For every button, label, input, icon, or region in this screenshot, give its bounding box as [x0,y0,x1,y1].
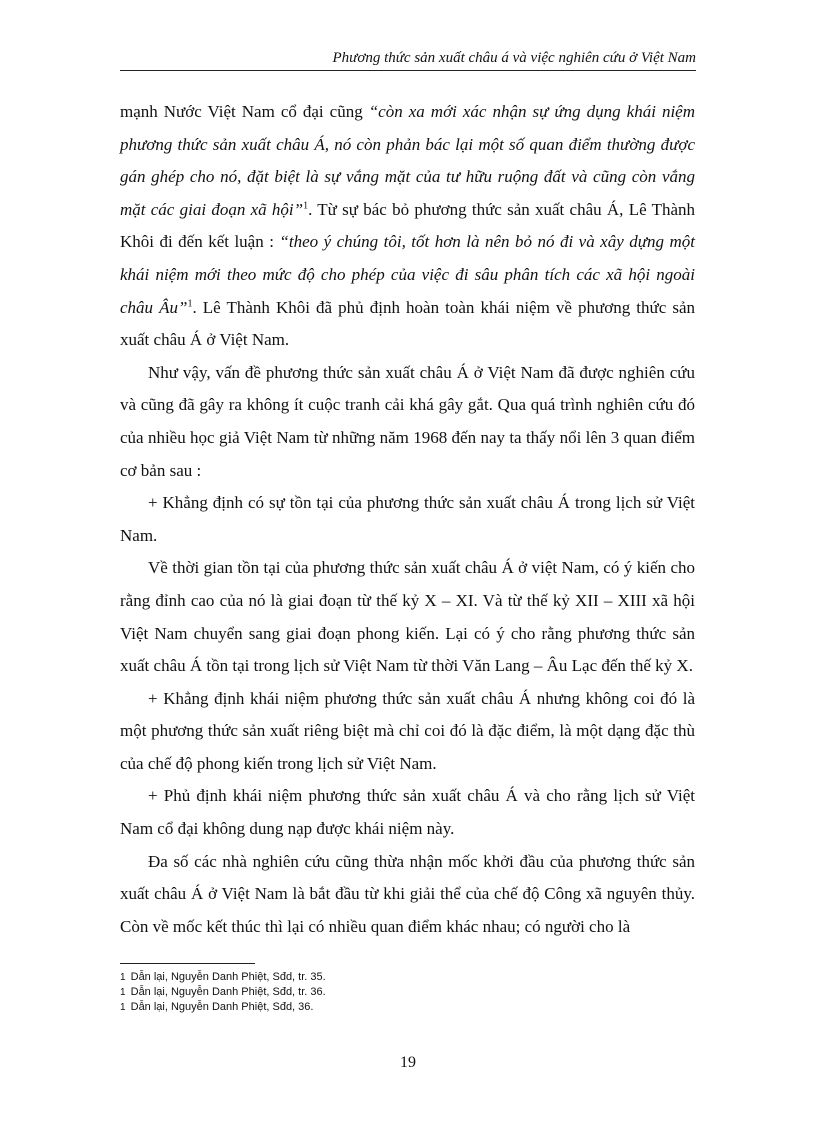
paragraph-1-text-c: . Lê Thành Khôi đã phủ định hoàn toàn khái niệm về phương thức sản xuất châu Á ở Việt Nam. [120,297,695,350]
paragraph-7: Đa số các nhà nghiên cứu cũng thừa nhận mốc khởi đầu của phương thức sản xuất châu Á ở Việt Nam là bắt đầu từ khi giải thể của chế độ Công xã nguyên thủy. Còn về mốc kết thúc thì lại có nhiều quan điểm khác nhau; có người cho là [120,851,695,936]
paragraph-1-text-b: . Từ sự bác bỏ phương thức sản xuất châu Á, Lê Thành Khôi đi đến kết luận : [120,199,696,252]
running-header [120,50,696,71]
footnote-item [120,985,326,1000]
footnote-number: 1 [120,972,126,983]
footnote-number: 1 [120,1002,126,1013]
paragraph-1-text-a: mạnh Nước Việt Nam cổ đại cũng [120,102,369,121]
footnote-ref-2[interactable]: 1 [187,297,193,309]
footnote-item [120,970,326,985]
footnote-divider [120,963,255,964]
footnote-item [120,1000,326,1015]
footnote-ref-1[interactable]: 1 [303,200,309,212]
viewpoint-3: + Phủ định khái niệm phương thức sản xuất châu Á và cho rằng lịch sử Việt Nam cổ đại không dung nạp được khái niệm này. [120,786,695,839]
quote-2: “theo ý chúng tôi, tốt hơn là nên bỏ nó đi và xây dựng một khái niệm mới theo mức độ cho phép của việc đi sâu phân tích các xã hội ngoài châu Âu” [120,232,695,317]
viewpoint-2: + Khẳng định khái niệm phương thức sản xuất châu Á nhưng không coi đó là một phương thức sản xuất riêng biệt mà chỉ coi đó là đặc điểm, là một dạng đặc thù của chế độ phong kiến trong lịch sử Việt Nam. [120,688,695,773]
page-number: 19 [400,1054,416,1071]
paragraph-4: Về thời gian tồn tại của phương thức sản xuất châu Á ở việt Nam, có ý kiến cho rằng đỉnh cao của nó là giai đoạn từ thế kỷ X – XI. Và từ thế kỷ XII – XIII xã hội Việt Nam chuyển sang giai đoạn phong kiến. Lại có ý cho rằng phương thức sản xuất châu Á tồn tại trong lịch sử Việt Nam từ thời Văn Lang – Âu Lạc đến thế kỷ X. [120,558,695,676]
viewpoint-1: + Khẳng định có sự tồn tại của phương thức sản xuất châu Á trong lịch sử Việt Nam. [120,493,695,545]
footnote-number: 1 [120,987,126,998]
body-text [120,96,695,943]
footnote-text: Dẫn lại, Nguyễn Danh Phiệt, Sđd, tr. 36. [130,986,326,998]
paragraph-1 [120,96,695,357]
quote-1: “còn xa mới xác nhận sự ứng dụng khái niệm phương thức sản xuất châu Á, nó còn phản bác lại một số quan điểm thường được gán ghép cho nó, đặt biệt là sự vắng mặt của tư hữu ruộng đất và cũng còn vắng mặt các giai đoạn xã hội” [120,102,695,219]
header-title: Phương thức sản xuất châu á và việc nghiên cứu ở Việt Nam [332,50,696,66]
footnotes [120,970,326,1015]
footnote-text: Dẫn lại, Nguyễn Danh Phiệt, Sđd, tr. 35. [130,971,326,983]
paragraph-2: Như vậy, vấn đề phương thức sản xuất châu Á ở Việt Nam đã được nghiên cứu và cũng đã gây ra không ít cuộc tranh cải khá gây gắt. Qua quá trình nghiên cứu đó của nhiều học giả Việt Nam từ những năm 1968 đến nay ta thấy nổi lên 3 quan điểm cơ bản sau : [120,362,695,480]
footnote-text: Dẫn lại, Nguyễn Danh Phiệt, Sđd, 36. [130,1001,314,1013]
